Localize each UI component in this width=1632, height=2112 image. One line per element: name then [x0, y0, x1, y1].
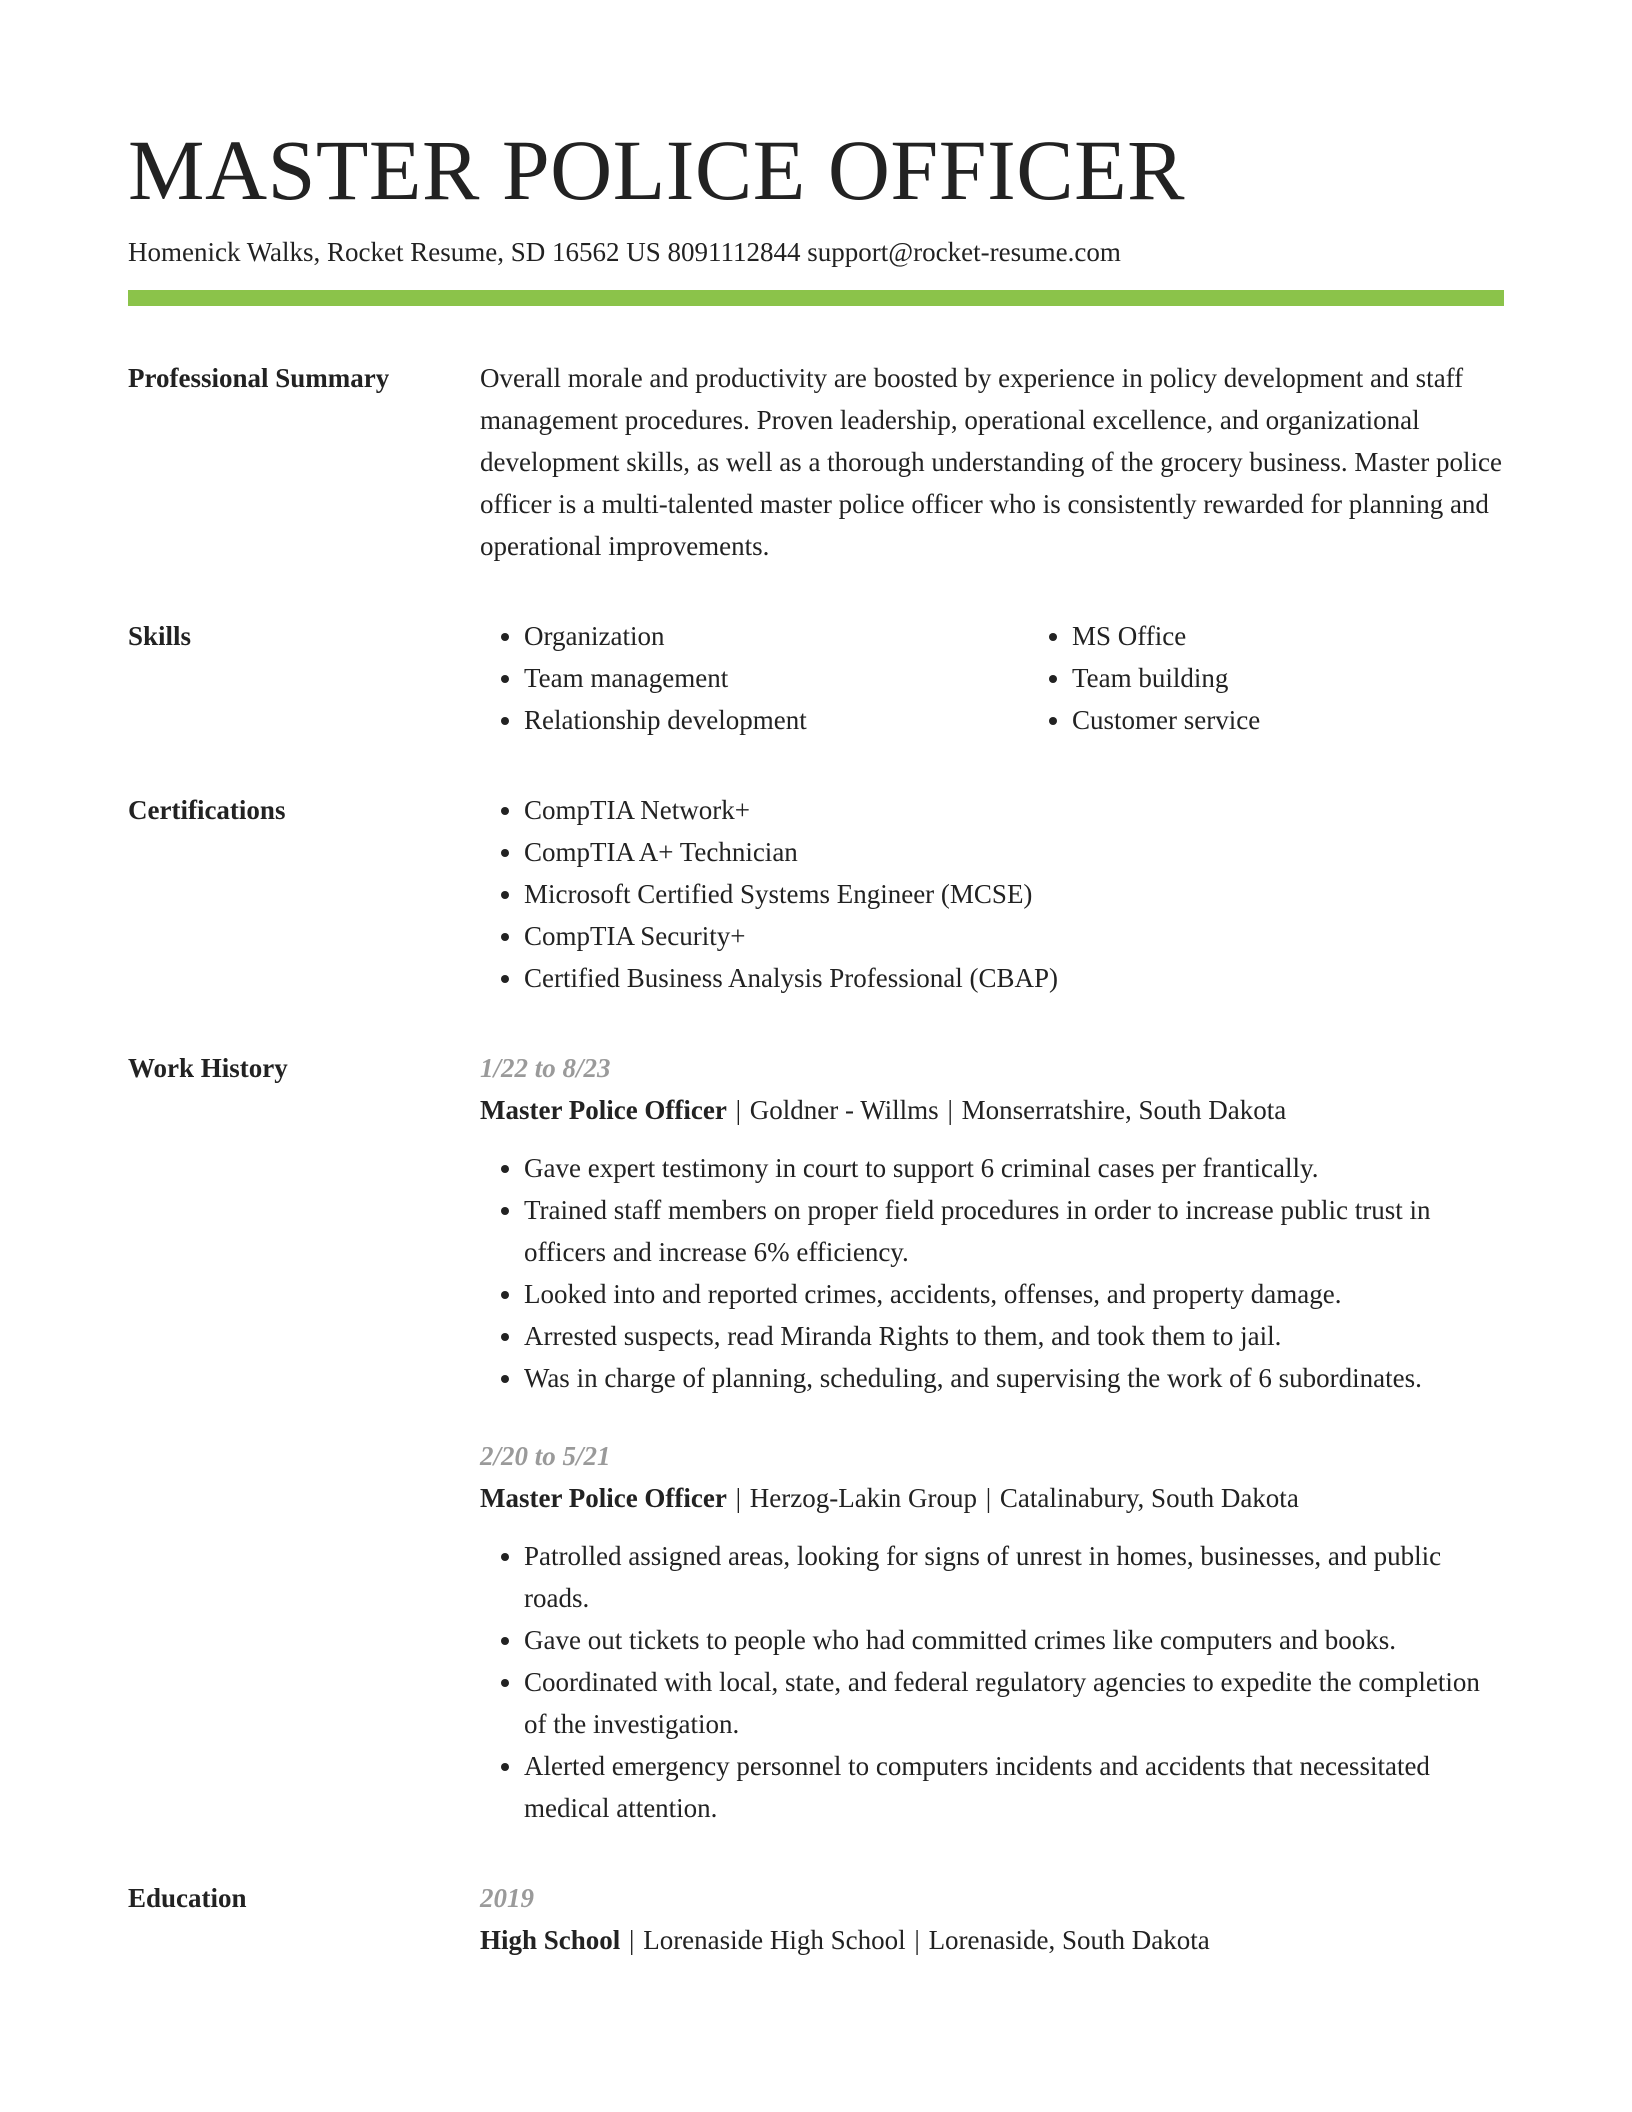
job-role: Master Police Officer [480, 1095, 727, 1125]
job-role-line [480, 1089, 1504, 1131]
education-location: Lorenaside, South Dakota [928, 1925, 1210, 1955]
summary-section [128, 357, 1504, 567]
job-bullet: • Gave expert testimony in court to support 6 criminal cases per frantically. [524, 1147, 1504, 1189]
skills-list-right [1028, 615, 1576, 741]
skill-item: • Customer service [1072, 699, 1576, 741]
certification-item: • CompTIA Network+ [524, 789, 1504, 831]
summary-text: Overall morale and productivity are boosted by experience in policy development and staff management procedures. Proven leadership, operational excellence, and organizational development skills, as well as a thorough understanding of the grocery business. Master police officer is a multi-talented master police officer who is consistently rewarded for planning and operational improvements. [480, 363, 1503, 561]
job-company: Herzog-Lakin Group [749, 1483, 977, 1513]
job-role: Master Police Officer [480, 1483, 727, 1513]
education-school: Lorenaside High School [643, 1925, 906, 1955]
job-bullet: • Arrested suspects, read Miranda Rights to them, and took them to jail. [524, 1315, 1504, 1357]
certification-item: • Microsoft Certified Systems Engineer (MCSE) [524, 873, 1504, 915]
accent-divider [128, 290, 1504, 306]
certifications-section [128, 789, 1504, 999]
job-bullet: • Looked into and reported crimes, accidents, offenses, and property damage. [524, 1273, 1504, 1315]
summary-body [480, 357, 1504, 567]
job-location: Catalinabury, South Dakota [999, 1483, 1299, 1513]
job-bullets [480, 1535, 1504, 1829]
job-entry [480, 1435, 1504, 1829]
certifications-body [480, 789, 1504, 999]
job-bullet: • Gave out tickets to people who had committed crimes like computers and books. [524, 1619, 1504, 1661]
education-degree: High School [480, 1925, 621, 1955]
job-role-line [480, 1477, 1504, 1519]
job-bullets [480, 1147, 1504, 1399]
job-dates: 2/20 to 5/21 [480, 1441, 611, 1471]
job-bullet: • Patrolled assigned areas, looking for signs of unrest in homes, businesses, and public roads. [524, 1535, 1504, 1619]
job-location: Monserratshire, South Dakota [961, 1095, 1287, 1125]
separator: | [629, 1925, 635, 1955]
skill-item: • Relationship development [524, 699, 1028, 741]
skills-heading: Skills [128, 621, 192, 651]
education-date: 2019 [480, 1883, 534, 1913]
job-entry [480, 1047, 1504, 1399]
skill-item: • Team building [1072, 657, 1576, 699]
skills-list-left [480, 615, 1028, 741]
certification-item: • CompTIA Security+ [524, 915, 1504, 957]
certification-item: • CompTIA A+ Technician [524, 831, 1504, 873]
certifications-list [480, 789, 1504, 999]
certifications-heading: Certifications [128, 795, 286, 825]
resume-page [128, 118, 1504, 1961]
job-bullet: • Coordinated with local, state, and federal regulatory agencies to expedite the completion of the investigation. [524, 1661, 1504, 1745]
skills-section [128, 615, 1504, 741]
education-section [128, 1877, 1504, 1961]
page-title: MASTER POLICE OFFICER [128, 122, 1185, 218]
separator: | [735, 1483, 742, 1513]
separator: | [735, 1095, 742, 1125]
job-bullet: • Was in charge of planning, scheduling, and supervising the work of 6 subordinates. [524, 1357, 1504, 1399]
education-body [480, 1877, 1504, 1961]
skill-item: • MS Office [1072, 615, 1576, 657]
job-company: Goldner - Willms [749, 1095, 939, 1125]
job-dates: 1/22 to 8/23 [480, 1053, 611, 1083]
summary-heading: Professional Summary [128, 363, 390, 393]
work-history-body [480, 1047, 1504, 1829]
skill-item: • Organization [524, 615, 1028, 657]
contact-line [128, 234, 1504, 270]
separator: | [985, 1483, 992, 1513]
separator: | [947, 1095, 953, 1125]
skill-item: • Team management [524, 657, 1028, 699]
certification-item: • Certified Business Analysis Professional (CBAP) [524, 957, 1504, 999]
job-bullet: • Trained staff members on proper field procedures in order to increase public trust in officers and increase 6% efficiency. [524, 1189, 1504, 1273]
job-bullet: • Alerted emergency personnel to computers incidents and accidents that necessitated medical attention. [524, 1745, 1504, 1829]
work-history-heading: Work History [128, 1053, 288, 1083]
separator: | [914, 1925, 920, 1955]
education-line [480, 1919, 1504, 1961]
contact-address: Homenick Walks, Rocket Resume, SD 16562 US [128, 237, 661, 267]
work-history-section [128, 1047, 1504, 1829]
contact-phone: 8091112844 [667, 237, 801, 267]
skills-body [480, 615, 1576, 741]
education-heading: Education [128, 1883, 247, 1913]
contact-email: support@rocket-resume.com [807, 237, 1121, 267]
